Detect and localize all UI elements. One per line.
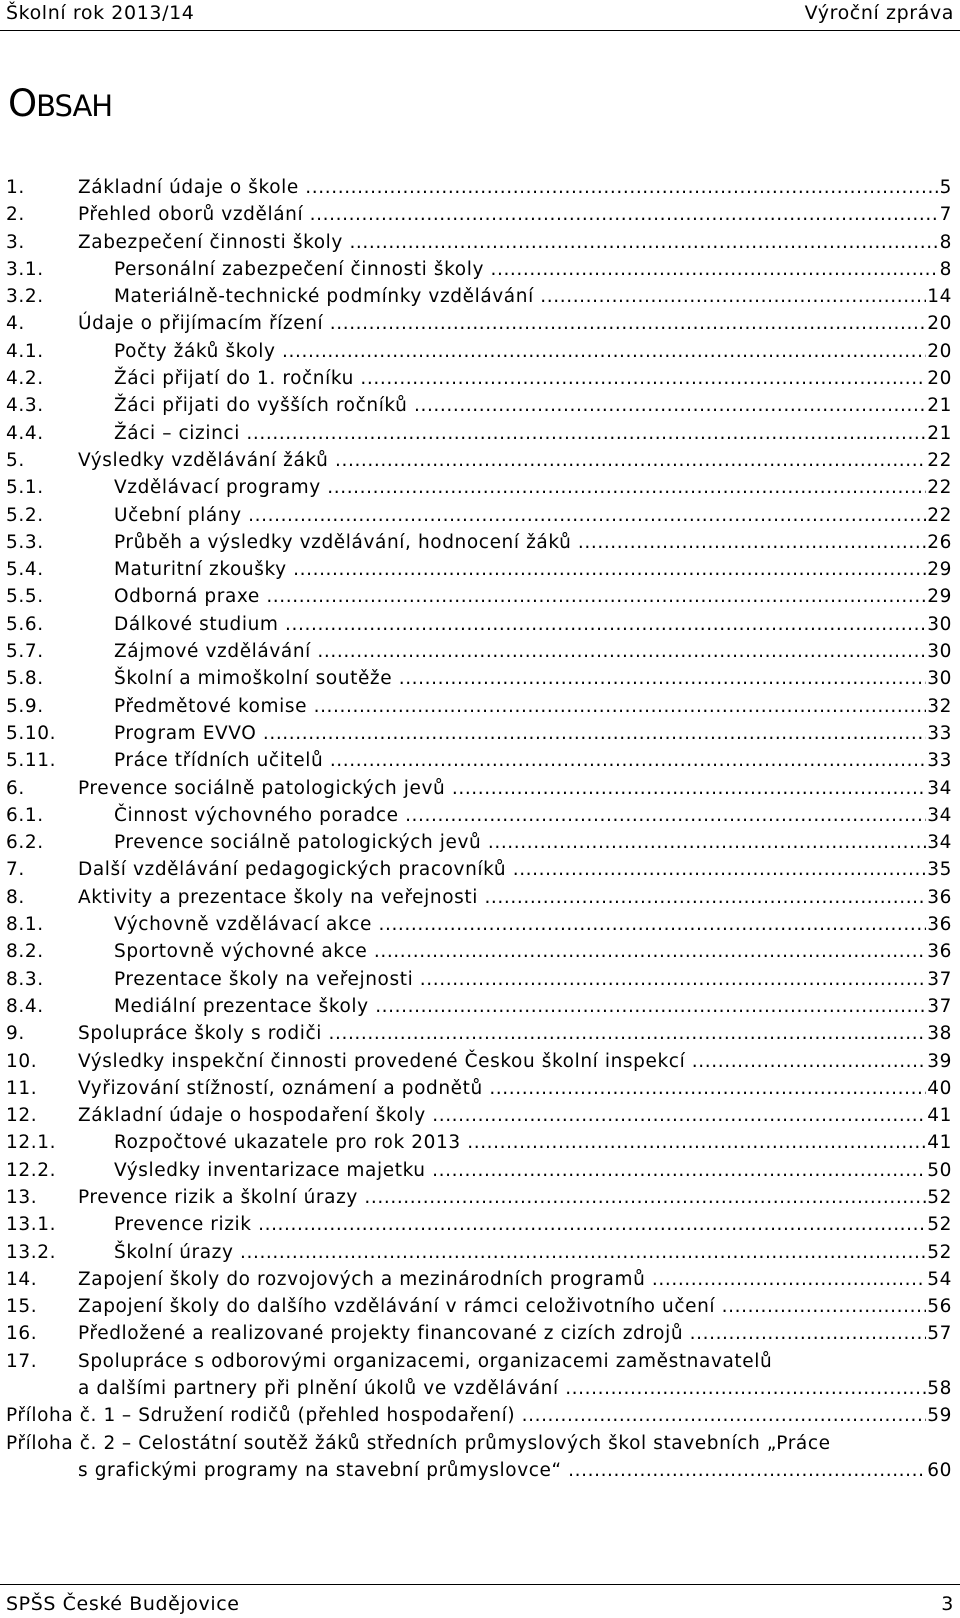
toc-entry-number: 5.5.	[6, 586, 44, 608]
toc-entry[interactable]	[6, 338, 952, 365]
toc-entry-continuation[interactable]	[6, 1375, 952, 1402]
toc-entry[interactable]	[6, 1184, 952, 1211]
toc-entry-page: 52	[927, 1214, 952, 1236]
toc-entry[interactable]	[6, 693, 952, 720]
toc-entry-title: Počty žáků školy .....	[114, 338, 926, 365]
toc-entry-page: 39	[927, 1050, 952, 1072]
toc-entry-number: 8.1.	[6, 914, 44, 936]
toc-entry-number: 5.11.	[6, 750, 57, 772]
toc-entry[interactable]	[6, 993, 952, 1020]
toc-entry[interactable]	[6, 201, 952, 228]
toc-entry-number: 8.4.	[6, 995, 44, 1017]
toc-entry-page: 5	[939, 177, 952, 198]
toc-entry-title: Zapojení školy do dalšího vzdělávání v rámci celoživotního učení .....	[78, 1293, 926, 1320]
toc-entry-page: 34	[927, 777, 952, 799]
toc-entry-title: Prevence sociálně patologických jevů .....	[78, 775, 926, 802]
toc-entry-title: Výchovně vzdělávací akce .....	[114, 911, 926, 938]
toc-entry-title: Žáci – cizinci .....	[114, 420, 926, 447]
toc-entry-title: Výsledky inspekční činnosti provedené Českou školní inspekcí .....	[78, 1048, 926, 1075]
page-header	[0, 0, 960, 31]
toc-entry-title: Výsledky vzdělávání žáků .....	[78, 447, 926, 474]
toc-entry-number: 12.1.	[6, 1132, 57, 1154]
toc-entry[interactable]	[6, 1102, 952, 1129]
toc-entry-title: Základní údaje o hospodaření školy .....	[78, 1102, 926, 1129]
toc-entry-title: Mediální prezentace školy .....	[114, 993, 926, 1020]
toc-entry-page: 36	[927, 941, 952, 963]
toc-entry-number: 14.	[6, 1268, 38, 1290]
toc-entry-title: Žáci přijati do vyšších ročníků .....	[114, 392, 926, 419]
toc-entry-number: 10.	[6, 1050, 38, 1072]
toc-entry-title: Další vzdělávání pedagogických pracovníků .....	[78, 856, 926, 883]
toc-entry-page: 8	[939, 258, 952, 280]
toc-entry-page: 41	[927, 1132, 952, 1154]
toc-entry-number: 11.	[6, 1077, 38, 1099]
toc-entry-title: Maturitní zkoušky .....	[114, 556, 926, 583]
toc-entry-number: 4.2.	[6, 368, 44, 390]
attachment-page: 60	[927, 1459, 952, 1481]
toc-entry[interactable]	[6, 747, 952, 774]
attachment-page: 59	[927, 1405, 952, 1427]
toc-entry-number: 3.1.	[6, 258, 44, 280]
toc-entry-number: 5.	[6, 449, 25, 471]
toc-entry-title: Základní údaje o škole .....	[78, 174, 939, 201]
header-report-title: Výroční zpráva	[804, 2, 954, 24]
toc-entry[interactable]	[6, 966, 952, 993]
toc-entry-page: 30	[927, 668, 952, 690]
toc-entry[interactable]	[6, 884, 952, 911]
toc-entry-page: 30	[927, 641, 952, 663]
toc-entry-number: 4.	[6, 313, 25, 335]
toc-entry-title: Přehled oborů vzdělání .....	[78, 201, 939, 228]
toc-entry-title: Vzdělávací programy .....	[114, 474, 926, 501]
table-of-contents	[6, 174, 952, 1484]
toc-entry-page: 8	[939, 231, 952, 253]
toc-entry-title: Prevence rizik .....	[114, 1211, 926, 1238]
page-footer	[0, 1584, 960, 1618]
toc-entry-page: 58	[927, 1378, 952, 1400]
toc-entry[interactable]	[6, 310, 952, 337]
toc-entry-title: Spolupráce s odborovými organizacemi, organizacemi zaměstnavatelů	[78, 1350, 773, 1372]
toc-entry-page: 22	[927, 477, 952, 499]
toc-entry-page: 20	[927, 340, 952, 362]
toc-entry-title: Žáci přijatí do 1. ročníku .....	[114, 365, 926, 392]
toc-entry-title: Program EVVO .....	[114, 720, 926, 747]
toc-entry-page: 20	[927, 313, 952, 335]
toc-entry-number: 15.	[6, 1296, 38, 1318]
toc-entry[interactable]	[6, 1293, 952, 1320]
toc-entry-number: 5.1.	[6, 477, 44, 499]
toc-entry[interactable]	[6, 447, 952, 474]
toc-entry[interactable]	[6, 1348, 952, 1375]
toc-entry[interactable]	[6, 529, 952, 556]
toc-entry-title: Sportovně výchovné akce .....	[114, 938, 926, 965]
toc-entry[interactable]	[6, 474, 952, 501]
toc-entry-number: 7.	[6, 859, 25, 881]
toc-entry[interactable]	[6, 802, 952, 829]
toc-entry-number: 5.7.	[6, 641, 44, 663]
toc-entry[interactable]	[6, 665, 952, 692]
toc-entry[interactable]	[6, 1320, 952, 1347]
toc-entry[interactable]	[6, 583, 952, 610]
toc-entry-number: 8.2.	[6, 941, 44, 963]
toc-entry[interactable]	[6, 1211, 952, 1238]
toc-entry-page: 29	[927, 586, 952, 608]
toc-entry-title: Prevence rizik a školní úrazy .....	[78, 1184, 926, 1211]
toc-entry-number: 13.1.	[6, 1214, 57, 1236]
footer-school-name: SPŠS České Budějovice	[6, 1593, 240, 1615]
toc-entry[interactable]	[6, 1020, 952, 1047]
toc-entry-title: Činnost výchovného poradce .....	[114, 802, 926, 829]
toc-entry[interactable]	[6, 720, 952, 747]
toc-entry-title: Výsledky inventarizace majetku .....	[114, 1157, 926, 1184]
toc-entry-page: 21	[927, 422, 952, 444]
toc-entry-number: 5.8.	[6, 668, 44, 690]
toc-entry-number: 6.1.	[6, 804, 44, 826]
toc-entry[interactable]	[6, 1129, 952, 1156]
toc-entry-page: 52	[927, 1186, 952, 1208]
toc-entry-number: 4.3.	[6, 395, 44, 417]
toc-entry-title: Učební plány .....	[114, 502, 926, 529]
toc-entry-number: 1.	[6, 177, 25, 198]
toc-entry-number: 13.2.	[6, 1241, 57, 1263]
attachment-label: Příloha č. 1	[6, 1405, 116, 1427]
toc-entry-number: 2.	[6, 204, 25, 226]
toc-entry-title: Zabezpečení činnosti školy .....	[78, 229, 939, 256]
toc-entry-number: 5.3.	[6, 531, 44, 553]
toc-entry[interactable]	[6, 856, 952, 883]
toc-entry-page: 22	[927, 504, 952, 526]
toc-entry-page: 50	[927, 1159, 952, 1181]
toc-entry-number: 5.10.	[6, 722, 57, 744]
toc-entry[interactable]	[6, 174, 952, 201]
toc-entry-title: a dalšími partnery při plnění úkolů ve vzdělávání .....	[78, 1375, 926, 1402]
toc-entry-page: 32	[927, 695, 952, 717]
footer-page-number: 3	[941, 1593, 954, 1615]
toc-entry-title: Předmětové komise .....	[114, 693, 926, 720]
toc-entry-page: 36	[927, 914, 952, 936]
toc-entry-number: 8.3.	[6, 968, 44, 990]
toc-entry-page: 54	[927, 1268, 952, 1290]
toc-entry[interactable]	[6, 556, 952, 583]
toc-entry[interactable]	[6, 775, 952, 802]
toc-entry-number: 17.	[6, 1350, 38, 1372]
toc-entry[interactable]	[6, 611, 952, 638]
toc-entry-title: Spolupráce školy s rodiči .....	[78, 1020, 926, 1047]
toc-entry[interactable]	[6, 1239, 952, 1266]
toc-entry-title: Odborná praxe .....	[114, 583, 926, 610]
toc-entry-page: 52	[927, 1241, 952, 1263]
toc-entry-page: 29	[927, 559, 952, 581]
toc-entry-number: 5.6.	[6, 613, 44, 635]
toc-entry-number: 6.2.	[6, 832, 44, 854]
toc-entry-page: 33	[927, 722, 952, 744]
toc-entry-page: 41	[927, 1105, 952, 1127]
toc-entry-page: 22	[927, 449, 952, 471]
header-school-year: Školní rok 2013/14	[6, 2, 195, 24]
toc-entry-title: Průběh a výsledky vzdělávání, hodnocení žáků .....	[114, 529, 926, 556]
toc-entry-title: Školní a mimoškolní soutěže .....	[114, 665, 926, 692]
toc-entry[interactable]	[6, 1075, 952, 1102]
toc-entry[interactable]	[6, 365, 952, 392]
toc-entry[interactable]	[6, 392, 952, 419]
toc-entry-number: 3.	[6, 231, 25, 253]
toc-entry-number: 8.	[6, 886, 25, 908]
toc-entry-number: 16.	[6, 1323, 38, 1345]
toc-entry-title: Údaje o přijímacím řízení .....	[78, 310, 926, 337]
toc-entry-page: 40	[927, 1077, 952, 1099]
toc-entry-page: 34	[927, 804, 952, 826]
toc-entry-title: Zapojení školy do rozvojových a mezinárodních programů .....	[78, 1266, 926, 1293]
toc-entry-page: 7	[939, 204, 952, 226]
toc-entry-title: Prevence sociálně patologických jevů .....	[114, 829, 926, 856]
toc-entry-title: Zájmové vzdělávání .....	[114, 638, 926, 665]
toc-entry-title: Materiálně-technické podmínky vzdělávání .....	[114, 283, 926, 310]
attachment-title: – Celostátní soutěž žáků středních průmyslových škol stavebních „Práce	[121, 1432, 831, 1454]
toc-entry-number: 12.2.	[6, 1159, 57, 1181]
toc-entry-page: 26	[927, 531, 952, 553]
toc-entry-page: 30	[927, 613, 952, 635]
toc-entry[interactable]	[6, 938, 952, 965]
attachment-label: Příloha č. 2	[6, 1432, 116, 1454]
toc-entry-number: 12.	[6, 1105, 38, 1127]
toc-entry-title: Dálkové studium .....	[114, 611, 926, 638]
toc-entry-page: 56	[927, 1296, 952, 1318]
toc-entry-number: 6.	[6, 777, 25, 799]
toc-entry-page: 21	[927, 395, 952, 417]
toc-entry-title: Práce třídních učitelů .....	[114, 747, 926, 774]
toc-entry[interactable]	[6, 256, 952, 283]
toc-entry[interactable]	[6, 1048, 952, 1075]
toc-entry-title: Rozpočtové ukazatele pro rok 2013 .....	[114, 1129, 926, 1156]
toc-entry[interactable]	[6, 283, 952, 310]
toc-entry-page: 35	[927, 859, 952, 881]
toc-entry-page: 38	[927, 1023, 952, 1045]
toc-entry[interactable]	[6, 638, 952, 665]
toc-entry-title: Aktivity a prezentace školy na veřejnosti .....	[78, 884, 926, 911]
page-title: OBSAH	[8, 82, 113, 125]
toc-entry-number: 9.	[6, 1023, 25, 1045]
toc-attachment-continuation[interactable]	[6, 1457, 952, 1484]
toc-entry-number: 5.9.	[6, 695, 44, 717]
toc-entry-page: 20	[927, 368, 952, 390]
toc-entry-page: 37	[927, 995, 952, 1017]
toc-entry-number: 5.2.	[6, 504, 44, 526]
toc-entry-number: 13.	[6, 1186, 38, 1208]
toc-entry[interactable]	[6, 420, 952, 447]
toc-entry[interactable]	[6, 1157, 952, 1184]
attachment-title: s grafickými programy na stavební průmyslovce“ .....	[78, 1457, 926, 1484]
toc-entry-page: 36	[927, 886, 952, 908]
toc-entry[interactable]	[6, 229, 952, 256]
toc-entry-number: 4.4.	[6, 422, 44, 444]
toc-entry-page: 33	[927, 750, 952, 772]
toc-entry-page: 57	[927, 1323, 952, 1345]
toc-entry-title: Vyřizování stížností, oznámení a podnětů .....	[78, 1075, 926, 1102]
toc-entry-number: 5.4.	[6, 559, 44, 581]
attachment-title: – Sdružení rodičů (přehled hospodaření) .....	[122, 1402, 926, 1429]
toc-entry[interactable]	[6, 829, 952, 856]
toc-entry[interactable]	[6, 1266, 952, 1293]
toc-entry-page: 14	[927, 286, 952, 308]
toc-entry-title: Personální zabezpečení činnosti školy .....	[114, 256, 939, 283]
toc-entry[interactable]	[6, 911, 952, 938]
toc-entry-page: 37	[927, 968, 952, 990]
toc-entry-title: Školní úrazy .....	[114, 1239, 926, 1266]
toc-entry[interactable]	[6, 502, 952, 529]
toc-entry-number: 4.1.	[6, 340, 44, 362]
toc-entry-page: 34	[927, 832, 952, 854]
toc-entry-title: Předložené a realizované projekty financované z cizích zdrojů .....	[78, 1320, 926, 1347]
toc-attachment[interactable]	[6, 1430, 952, 1457]
toc-attachment[interactable]	[6, 1402, 952, 1429]
toc-entry-title: Prezentace školy na veřejnosti .....	[114, 966, 926, 993]
toc-entry-number: 3.2.	[6, 286, 44, 308]
